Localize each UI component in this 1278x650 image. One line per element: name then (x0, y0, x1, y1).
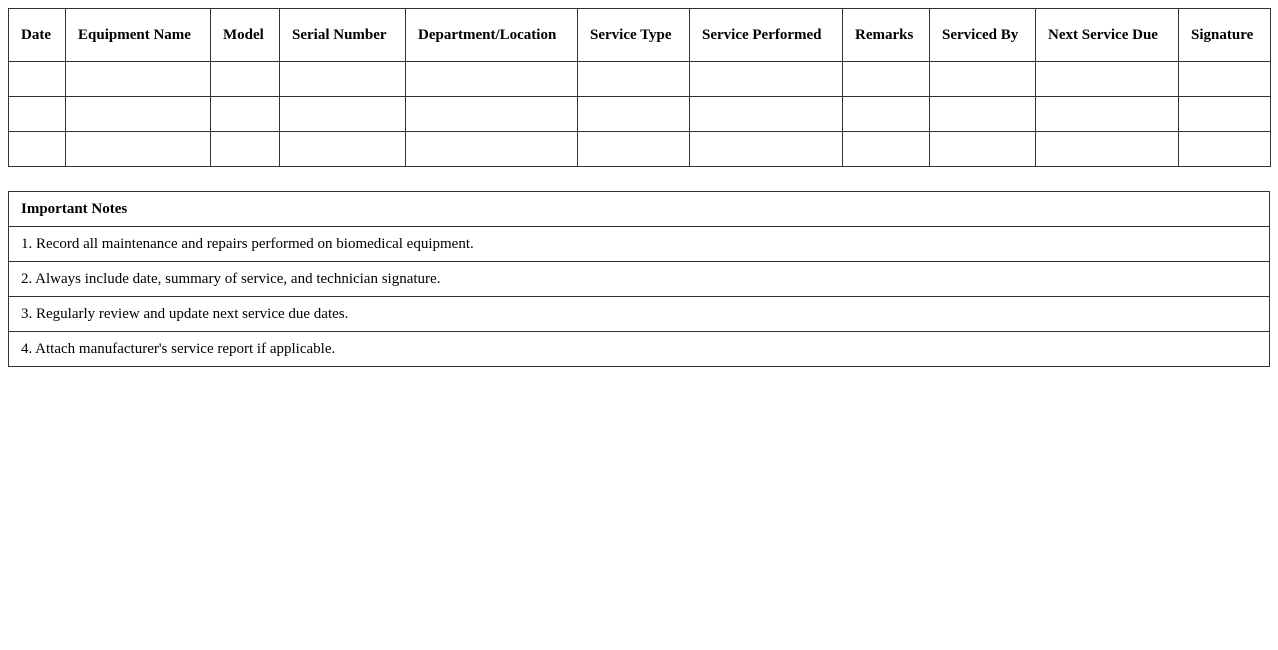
table-cell (211, 132, 280, 167)
table-cell (406, 62, 578, 97)
notes-title: Important Notes (9, 192, 1270, 227)
table-cell (578, 97, 690, 132)
column-header-model: Model (211, 9, 280, 62)
table-cell (406, 97, 578, 132)
column-header-serviced-by: Serviced By (930, 9, 1036, 62)
table-cell (930, 62, 1036, 97)
column-header-signature: Signature (1179, 9, 1271, 62)
table-cell (66, 62, 211, 97)
table-header-row (9, 9, 1271, 62)
table-cell (843, 62, 930, 97)
list-item (9, 332, 1270, 367)
table-cell (211, 62, 280, 97)
table-cell (690, 132, 843, 167)
table-cell (1179, 132, 1271, 167)
table-cell (9, 132, 66, 167)
list-item (9, 227, 1270, 262)
document-page (8, 8, 1270, 367)
list-item (9, 262, 1270, 297)
table-cell (690, 62, 843, 97)
list-item (9, 297, 1270, 332)
column-header-service-type: Service Type (578, 9, 690, 62)
table-row (9, 62, 1271, 97)
column-header-serial-number: Serial Number (280, 9, 406, 62)
note-item-1: 1. Record all maintenance and repairs performed on biomedical equipment. (9, 227, 1270, 262)
table-cell (930, 97, 1036, 132)
table-cell (66, 97, 211, 132)
table-cell (843, 132, 930, 167)
table-cell (690, 97, 843, 132)
notes-title-row (9, 192, 1270, 227)
table-cell (280, 97, 406, 132)
table-cell (9, 97, 66, 132)
important-notes-section (8, 191, 1270, 367)
table-cell (1036, 132, 1179, 167)
note-item-2: 2. Always include date, summary of service, and technician signature. (9, 262, 1270, 297)
table-cell (578, 62, 690, 97)
table-cell (66, 132, 211, 167)
table-cell (930, 132, 1036, 167)
column-header-remarks: Remarks (843, 9, 930, 62)
note-item-4: 4. Attach manufacturer's service report if applicable. (9, 332, 1270, 367)
maintenance-log-table (8, 8, 1271, 167)
table-row (9, 132, 1271, 167)
column-header-service-performed: Service Performed (690, 9, 843, 62)
column-header-equipment-name: Equipment Name (66, 9, 211, 62)
table-cell (578, 132, 690, 167)
important-notes-table (8, 191, 1270, 367)
table-cell (406, 132, 578, 167)
table-cell (9, 62, 66, 97)
column-header-next-service-due: Next Service Due (1036, 9, 1179, 62)
table-row (9, 97, 1271, 132)
table-cell (843, 97, 930, 132)
table-cell (1036, 62, 1179, 97)
table-cell (1179, 62, 1271, 97)
table-cell (280, 132, 406, 167)
note-item-3: 3. Regularly review and update next service due dates. (9, 297, 1270, 332)
table-cell (211, 97, 280, 132)
table-cell (1179, 97, 1271, 132)
column-header-department-location: Department/Location (406, 9, 578, 62)
table-cell (1036, 97, 1179, 132)
table-cell (280, 62, 406, 97)
column-header-date: Date (9, 9, 66, 62)
